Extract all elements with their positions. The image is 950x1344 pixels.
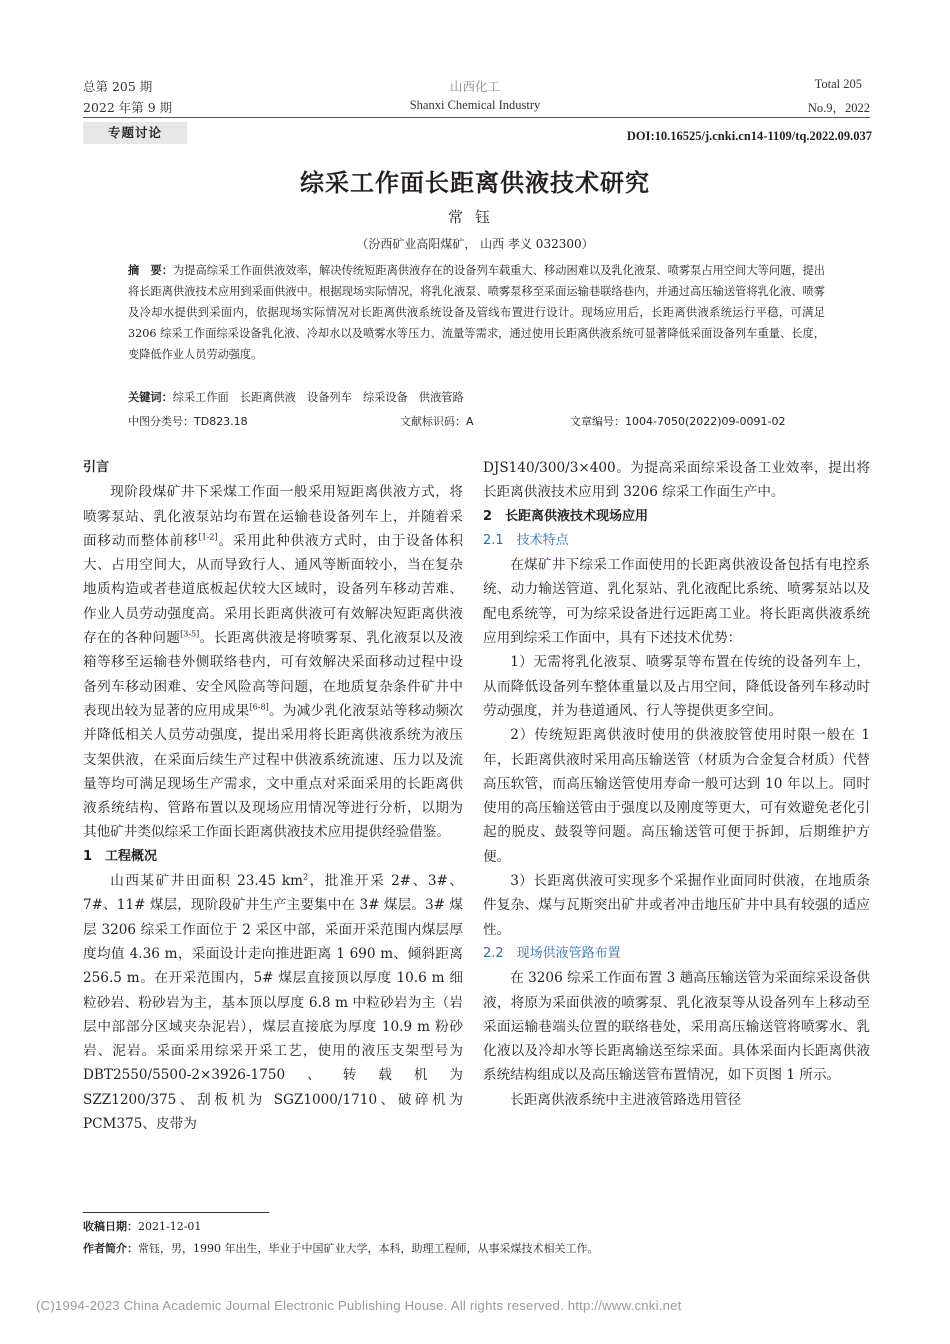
article-number: 文章编号：1004-7050(2022)09-0091-02 bbox=[570, 415, 786, 428]
section-2-heading: 2 长距离供液技术现场应用 bbox=[483, 508, 649, 524]
paragraph: 在煤矿井下综采工作面使用的长距离供液设备包括有电控系统、动力输送管道、乳化泵站、乳化液配比系统、喷雾泵站以及配电系统等，可为综采设备进行远距离工业。将长距离供液系统应用到综采工作面中，具有下述技术优势： bbox=[483, 557, 870, 647]
section-1-text-2: ，批准开采 2#、3#、7#、11# 煤层，现阶段矿井生产主要集中在 3# 煤层。3# 煤层 3206 综采工作面位于 2 采区中部，采面开采范围内煤层厚度均值 4.36 m，采面设计走向推进距离 1 690 m、倾斜距离 256.5 m。在开采范围内，5# 煤层直接顶以厚度 10.6 m 细粒砂岩、粉砂岩为主，基本顶以厚度 6.8 m 中粒砂岩为主（岩层中部部分区域夹杂泥岩），煤层直接底为厚度 10.9 m 粉砂岩、泥岩。采面采用综采开采工艺，使用的液压支架型号为 DBT2550/5500-2×3926-1750、转载机为 SZZ1200/375、刮板机为 SGZ1000/1710、破碎机为 PCM375、皮带为 bbox=[83, 873, 463, 1133]
intro-heading: 引言 bbox=[83, 460, 110, 475]
author: 常钰 bbox=[447, 208, 502, 226]
superscript: 2 bbox=[302, 872, 309, 882]
citation-ref[interactable]: [1-2] bbox=[198, 532, 218, 542]
header-total: Total 205 bbox=[814, 77, 862, 91]
clc-number: 中图分类号：TD823.18 bbox=[128, 415, 248, 428]
section-1-text-1: 山西某矿井田面积 23.45 km bbox=[110, 873, 303, 890]
header-issue-total: 总第 205 期 bbox=[83, 79, 153, 94]
section-tag: 专题讨论 bbox=[83, 122, 187, 144]
document-code: 文献标识码：A bbox=[400, 415, 474, 428]
keywords-label: 关键词： bbox=[128, 391, 173, 404]
paragraph: 1）无需将乳化液泵、喷雾泵等布置在传统的设备列车上，从而降低设备列车整体重量以及占用空间，降低设备列车移动时劳动强度，并为巷道通风、行人等提供更多空间。 bbox=[483, 654, 870, 719]
section-2-2-heading: 2.2 现场供液管路布置 bbox=[483, 945, 621, 961]
right-column bbox=[483, 456, 870, 1112]
section-1-heading: 1 工程概况 bbox=[83, 848, 158, 864]
abstract-text: 为提高综采工作面供液效率，解决传统短距离供液存在的设备列车载重大、移动困难以及乳化液泵、喷雾泵占用空间大等问题，提出将长距离供液技术应用到采面供液中。根据现场实际情况，将乳化液泵、喷雾泵移至采面运输巷联络巷内，并通过高压输送管将乳化液、喷雾及冷却水提供到采面内，依据现场实际情况对长距离供液系统设备及管线布置进行设计。现场应用后，长距离供液系统运行平稳，可满足 3206 综采工作面综采设备乳化液、冷却水以及喷雾水等压力、流量等需求，通过使用长距离供液系统可显著降低采面设备列车重量、长度，变降低作业人员劳动强度。 bbox=[128, 264, 825, 361]
intro-paragraph bbox=[83, 480, 463, 844]
journal-name-en: Shanxi Chemical Industry bbox=[409, 98, 541, 112]
paragraph: 长距离供液系统中主进液管路选用管径 bbox=[510, 1091, 742, 1108]
intro-text-3: 。长距离供液是将喷雾泵、乳化液泵以及液箱等移至运输巷外侧联络巷内，可有效解决采面移动过程中设备列车移动困难、安全风险高等问题，在地质复杂条件矿井中表现出较为显著的应用成果 bbox=[83, 630, 464, 719]
affiliation: （汾西矿业高阳煤矿， 山西 孝义 032300） bbox=[356, 237, 594, 251]
section-2-1-heading: 2.1 技术特点 bbox=[483, 532, 569, 548]
received-date bbox=[83, 1218, 803, 1234]
header-number: No.9，2022 bbox=[807, 101, 870, 115]
paragraph: 在 3206 综采工作面布置 3 趟高压输送管为采面综采设备供液，将原为采面供液的喷雾泵、乳化液泵等从设备列车上移动至采面运输巷端头位置的联络巷处，采用高压输送管将喷雾水、乳化液以及冷却水等长距离输送至综采面。具体采面内长距离供液系统结构组成以及高压输送管布置情况，如下页图 1 所示。 bbox=[483, 970, 870, 1084]
bio-label: 作者简介： bbox=[83, 1242, 138, 1255]
continued-paragraph: DJS140/300/3×400。为提高采面综采设备工业效率，提出将长距离供液技术应用到 3206 综采工作面生产中。 bbox=[483, 460, 870, 501]
citation-ref[interactable]: [6-8] bbox=[249, 702, 269, 712]
paper-title: 综采工作面长距离供液技术研究 bbox=[300, 169, 650, 197]
section-1-paragraph bbox=[83, 869, 463, 1136]
intro-text-1: 现阶段煤矿井下采煤工作面一般采用短距离供液方式，将喷雾泵站、乳化液泵站均布置在运输巷设备列车上，并随着采面移动而整体前移 bbox=[83, 484, 463, 549]
abstract-label: 摘 要： bbox=[128, 264, 173, 277]
copyright-notice: (C)1994-2023 China Academic Journal Electronic Publishing House. All rights reserved. http://www.cnki.net bbox=[36, 1298, 682, 1313]
header-rule bbox=[83, 117, 870, 118]
abstract bbox=[128, 260, 825, 365]
header-issue-year: 2022 年第 9 期 bbox=[83, 100, 173, 115]
intro-text-4: 。为减少乳化液泵站等移动频次并降低相关人员劳动强度，提出采用将长距离供液系统为液压支架供液，在采面后续生产过程中供液系统流速、压力以及流量等均可满足现场生产需求，文中重点对采面采用的长距离供液系统结构、管路布置以及现场应用情况等进行分析，以期为其他矿井类似综采工作面长距离供液技术应用提供经验借鉴。 bbox=[83, 702, 464, 841]
keywords bbox=[128, 389, 825, 405]
bio-text: 常钰，男，1990 年出生，毕业于中国矿业大学，本科，助理工程师，从事采煤技术相关工作。 bbox=[138, 1242, 599, 1255]
citation-ref[interactable]: [3-5] bbox=[180, 629, 200, 639]
intro-text-2: 。采用此种供液方式时，由于设备体积大、占用空间大，从而导致行人、通风等断面较小，当在复杂地质构造或者巷道底板起伏较大区域时，设备列车移动苦难、作业人员劳动强度高。采用长距离供液可有效解决短距离供液存在的各种问题 bbox=[83, 532, 464, 647]
left-column bbox=[83, 456, 463, 1136]
paragraph: 2）传统短距离供液时使用的供液胶管使用时限一般在 1 年，长距离供液时采用高压输送管（材质为合金复合材质）代替高压软管，而高压输送管使用寿命一般可达到 10 年以上。同时使用的高压输送管由于强度以及刚度等更大，可有效避免老化引起的脱皮、鼓裂等问题。高压输送管可便于拆卸，后期维护方便。 bbox=[483, 727, 870, 865]
journal-name-cn: 山西化工 bbox=[449, 79, 500, 94]
paragraph: 3）长距离供液可实现多个采掘作业面同时供液，在地质条件复杂、煤与瓦斯突出矿井或者冲击地压矿井中具有较强的适应性。 bbox=[483, 873, 870, 938]
footnote-rule bbox=[83, 1212, 269, 1213]
doi[interactable]: DOI:10.16525/j.cnki.cn14-1109/tq.2022.09.037 bbox=[626, 129, 872, 143]
received-value: 2021-12-01 bbox=[138, 1220, 202, 1233]
keywords-text: 综采工作面 长距离供液 设备列车 综采设备 供液管路 bbox=[172, 391, 464, 404]
received-label: 收稿日期： bbox=[83, 1220, 138, 1233]
author-bio bbox=[83, 1240, 803, 1256]
